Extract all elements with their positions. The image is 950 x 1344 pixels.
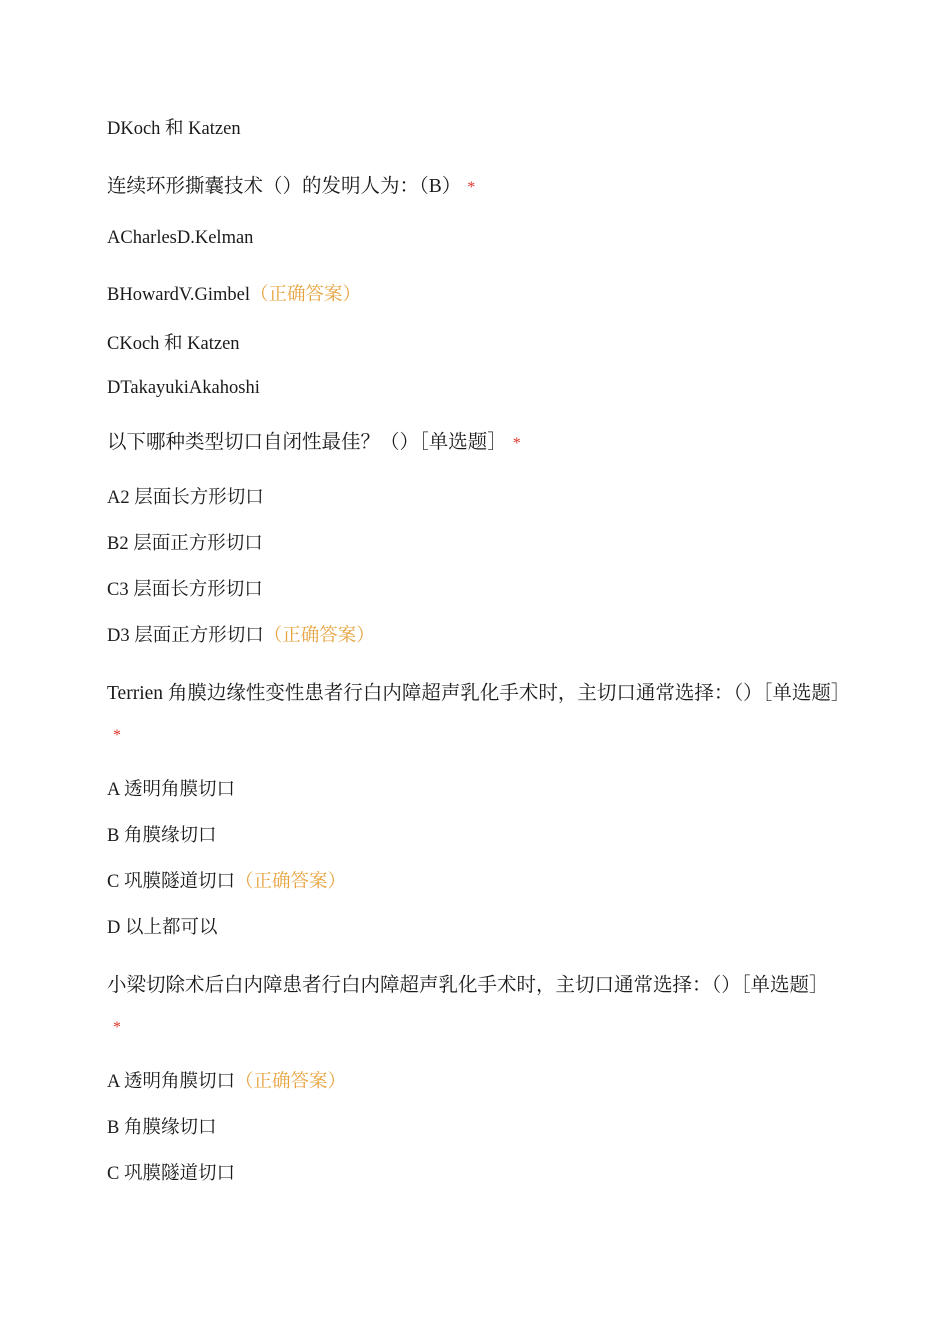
option-item (107, 1116, 216, 1140)
option-item (107, 778, 235, 802)
option-text: A 透明角膜切口 (107, 780, 235, 800)
option-item (107, 332, 240, 356)
option-item (107, 376, 260, 400)
question-title (107, 673, 851, 756)
option-text: C3 层面长方形切口 (107, 580, 263, 600)
question-title (107, 422, 842, 464)
option-item (107, 486, 264, 510)
correct-answer-tag: （正确答案） (234, 1072, 346, 1092)
option-text: A 透明角膜切口 (107, 1072, 235, 1092)
option-text: C 巩膜隧道切口 (107, 1164, 235, 1184)
option-item (107, 283, 361, 307)
option-item (107, 1070, 346, 1094)
option-item (107, 226, 253, 250)
option-text: B 角膜缘切口 (107, 1118, 217, 1138)
required-star: * (512, 435, 521, 452)
option-item (107, 824, 216, 848)
required-star: * (467, 179, 476, 196)
option-item (107, 916, 218, 940)
correct-answer-tag: （正确答案） (250, 285, 362, 305)
option-item (107, 624, 375, 648)
option-item (107, 870, 346, 894)
question-text: Terrien 角膜边缘性变性患者行白内障超声乳化手术时，主切口通常选择：（）［单选题］ (107, 683, 851, 704)
question-text: 小梁切除术后白内障患者行白内障超声乳化手术时，主切口通常选择：（）［单选题］ (107, 975, 829, 996)
option-text: DTakayukiAkahoshi (107, 378, 260, 398)
required-star: * (113, 1019, 121, 1036)
option-text: D3 层面正方形切口 (107, 626, 264, 646)
option-text: ACharlesD.Kelman (107, 228, 254, 248)
option-item (107, 117, 241, 141)
option-text: B2 层面正方形切口 (107, 534, 263, 554)
option-item (107, 1162, 235, 1186)
option-item (107, 532, 263, 556)
option-text: D 以上都可以 (107, 918, 218, 938)
question-title (107, 965, 842, 1048)
question-text: 连续环形撕囊技术（）的发明人为：（B） (107, 176, 462, 197)
question-text: 以下哪种类型切口自闭性最佳？（）［单选题］ (107, 432, 507, 453)
option-text: B 角膜缘切口 (107, 826, 217, 846)
option-item (107, 578, 263, 602)
required-star: * (113, 727, 121, 744)
option-text: BHowardV.Gimbel (107, 285, 251, 305)
option-text: A2 层面长方形切口 (107, 488, 264, 508)
option-text: C 巩膜隧道切口 (107, 872, 235, 892)
option-text: DKoch 和 Katzen (107, 119, 241, 139)
correct-answer-tag: （正确答案） (263, 626, 375, 646)
option-text: CKoch 和 Katzen (107, 334, 240, 354)
correct-answer-tag: （正确答案） (234, 872, 346, 892)
question-title (107, 166, 842, 208)
